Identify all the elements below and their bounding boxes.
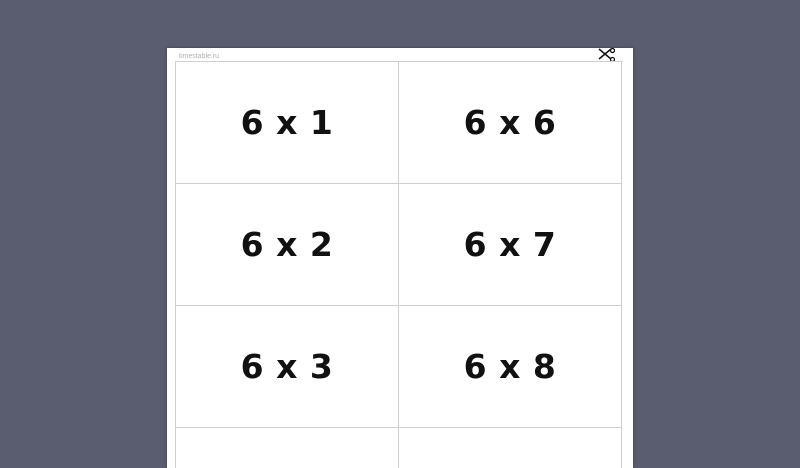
site-label: timestable.ru xyxy=(179,53,220,60)
flashcard xyxy=(176,62,399,184)
flashcard xyxy=(176,428,399,468)
flashcard-page xyxy=(167,48,633,468)
flashcard-text: 6 x 1 xyxy=(240,103,334,142)
flashcard-text: 6 x 3 xyxy=(240,347,334,386)
flashcard xyxy=(176,184,399,306)
flashcard-text: 6 x 2 xyxy=(240,225,334,264)
flashcard xyxy=(399,184,622,306)
flashcard xyxy=(399,62,622,184)
flashcard-text: 6 x 6 xyxy=(463,103,557,142)
flashcard-text: 6 x 8 xyxy=(463,347,557,386)
flashcard-grid xyxy=(175,61,623,468)
flashcard xyxy=(176,306,399,428)
flashcard xyxy=(399,428,622,468)
scissors-icon xyxy=(597,48,615,62)
flashcard xyxy=(399,306,622,428)
flashcard-text: 6 x 7 xyxy=(463,225,557,264)
